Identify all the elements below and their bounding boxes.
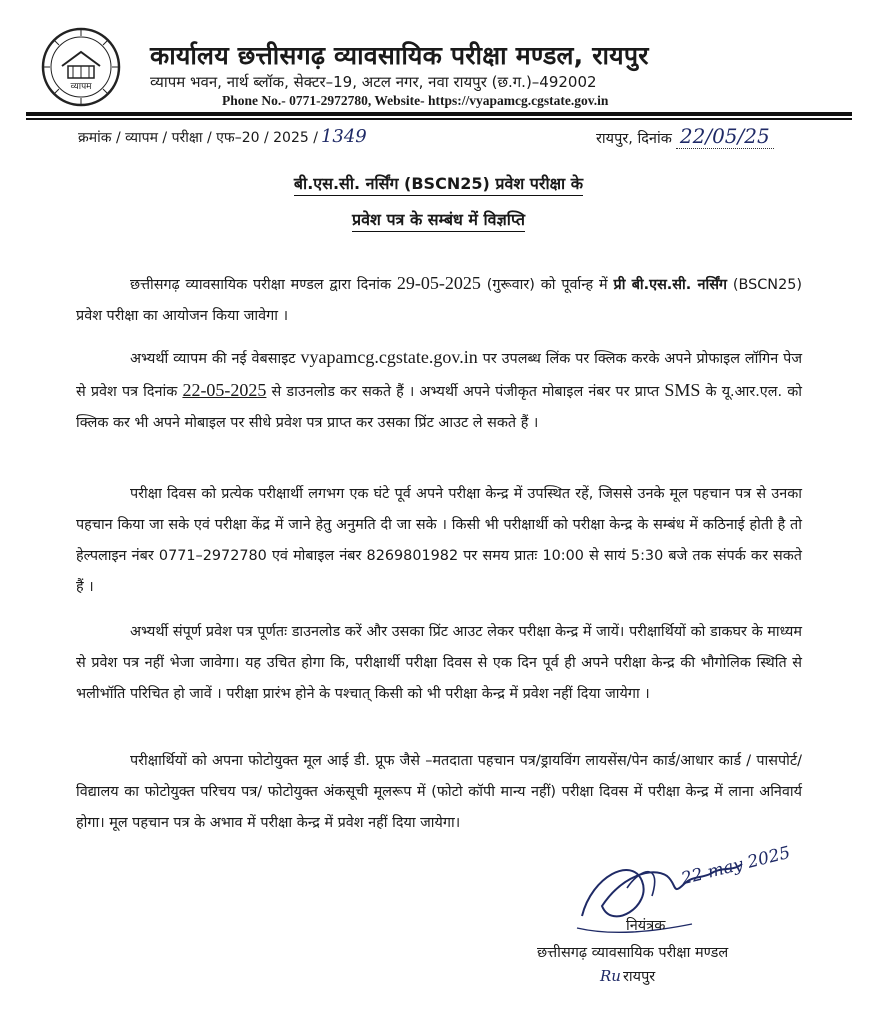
signature-date: 22 may 2025: [679, 842, 793, 890]
paragraph-reporting-helpline: परीक्षा दिवस को प्रत्येक परीक्षार्थी लगभग एक घंटे पूर्व अपने परीक्षा केन्द्र में उपस्थित रहें, जिससे उनके मूल पहचान पत्र से उनका पहचान किया जा सके एवं परीक्षा केंद्र में जाने हेतु अनुमति दी जा सके । किसी भी परीक्षार्थी को परीक्षा केन्द्र के सम्बंध में कठिनाई होती है तो हेल्पलाइन नंबर 0771–2972780 एवं मोबाइल नंबर 8269801982 पर समय प्रातः 10:00 से सायं 5:30 बजे तक संपर्क कर सकते हैं ।: [76, 486, 802, 595]
notice-title-line1: बी.एस.सी. नर्सिंग (BSCN25) प्रवेश परीक्षा के: [0, 172, 877, 194]
signatory-designation: नियंत्रक: [626, 918, 666, 934]
board-seal-logo: [40, 26, 122, 108]
website-link[interactable]: vyapamcg.cgstate.gov.in: [300, 347, 478, 367]
office-title: कार्यालय छत्तीसगढ़ व्यावसायिक परीक्षा मण्डल, रायपुर: [150, 41, 649, 70]
download-date: 22-05-2025: [182, 380, 267, 400]
reference-label: क्रमांक / व्यापम / परीक्षा / एफ–20 / 2025 /: [78, 130, 318, 146]
reference-number: [78, 126, 367, 147]
exam-date: 29-05-2025: [396, 273, 481, 293]
paragraph-print-admit-card: अभ्यर्थी संपूर्ण प्रवेश पत्र पूर्णतः डाउनलोड करें और उसका प्रिंट आउट लेकर परीक्षा केन्द्र में जायें। परीक्षार्थियों को डाकघर के माध्यम से प्रवेश पत्र नहीं भेजा जावेगा। यह उचित होगा कि, परीक्षार्थी परीक्षा दिवस से एक दिन पूर्व ही अपने परीक्षा केन्द्र की भौगोलिक स्थिति से भलीभॉति परिचित हो जावें । परीक्षा प्रारंभ होने के पश्चात् किसी को भी परीक्षा केन्द्र में प्रवेश नहीं दिया जायेगा ।: [76, 624, 802, 702]
handwritten-date: 22/05/25: [676, 124, 774, 149]
paragraph-id-proof: परीक्षार्थियों को अपना फोटोयुक्त मूल आई डी. प्रूफ जैसे –मतदाता पहचान पत्र/ड्रायविंग लायसेंस/पेन कार्ड/आधार कार्ड / पासपोर्ट/विद्यालय का फोटोयुक्त परिचय पत्र/ फोटोयुक्त अंकसूची मूलरूप में (फोटो कॉपी मान्य नहीं) परीक्षा दिवस में परीक्षा केन्द्र में लाना अनिवार्य होगा। मूल पहचान पत्र के अभाव में परीक्षा केन्द्र में प्रवेश नहीं दिया जायेगा।: [76, 753, 802, 831]
letter-date: [596, 124, 774, 149]
handwritten-reference-number: 1349: [320, 126, 367, 147]
paragraph-download: अभ्यर्थी व्यापम की नई वेबसाइट vyapamcg.cgstate.gov.in पर उपलब्ध लिंक पर क्लिक करके अपने प्रोफाइल लॉगिन पेज से प्रवेश पत्र दिनांक 22-05-2025 से डाउनलोड कर सकते हैं । अभ्यर्थी अपने पंजीकृत मोबाइल नंबर पर प्राप्त SMS के यू.आर.एल. को क्लिक कर भी अपने मोबाइल पर सीधे प्रवेश पत्र प्राप्त कर उसका प्रिंट आउट ले सकते हैं ।: [76, 347, 802, 431]
signatory-organization: छत्तीसगढ़ व्यावसायिक परीक्षा मण्डल: [537, 945, 729, 961]
notice-title-line2: प्रवेश पत्र के सम्बंध में विज्ञप्ति: [0, 208, 877, 230]
paragraph-exam-date: छत्तीसगढ़ व्यावसायिक परीक्षा मण्डल द्वारा दिनांक 29-05-2025 (गुरूवार) को पूर्वान्ह में प्री बी.एस.सी. नर्सिंग (BSCN25) प्रवेश परीक्षा का आयोजन किया जावेगा ।: [76, 273, 802, 324]
initial-mark: Ru: [600, 967, 621, 985]
signatory-city: Ru रायपुर: [600, 967, 656, 985]
exam-name: प्री बी.एस.सी. नर्सिंग: [613, 277, 728, 293]
header-rule-thick: [26, 112, 852, 116]
svg-text:व्यापम: व्यापम: [70, 82, 92, 92]
header-rule-thin: [26, 118, 852, 120]
phone-website: Phone No.- 0771-2972780, Website- https://vyapamcg.cgstate.gov.in: [222, 93, 609, 108]
date-label: रायपुर, दिनांक: [596, 131, 672, 147]
office-address: व्यापम भवन, नार्थ ब्लॉक, सेक्टर–19, अटल नगर, नवा रायपुर (छ.ग.)–492002: [150, 73, 597, 91]
